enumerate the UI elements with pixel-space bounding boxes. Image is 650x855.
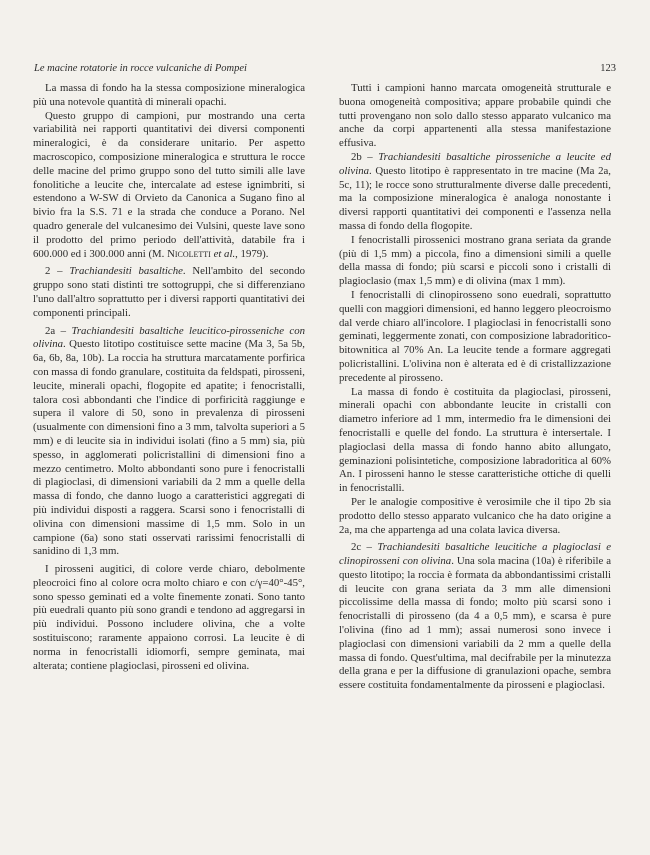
right-column (339, 82, 611, 693)
page-number: 123 (600, 63, 616, 74)
section-title: Trachiandesiti basaltiche pirosseniche a leucite ed olivina (339, 150, 611, 177)
paragraph: I fenocristalli di clinopirosseno sono euedrali, soprattutto quelli con maggiori dimensioni, ed hanno leggero pleocroismo dal verde chiaro all'incolore. I plagioclasi in fenocristalli sono geminati, leggermente zonati, con composizione labradoritico-bitownitica al 70% An. La leucite tende a formare aggregati policristallini. L'olivina non è alterata ed è di cristallizzazione precedente al pirosseno. (339, 288, 611, 384)
section-title: Trachiandesiti basaltiche leucitiche a plagioclasi e clinopirosseni con olivina (339, 541, 611, 568)
section-number: 2b – (351, 150, 379, 163)
section-number: 2c – (351, 541, 378, 554)
author-name: Nicoletti (167, 247, 211, 260)
left-column (33, 82, 305, 673)
section-title: Trachiandesiti basaltiche (69, 265, 183, 278)
paragraph-text: . Questo litotipo è rappresentato in tre macine (Ma 2a, 5c, 11); le rocce sono strutturalmente diverse dalle precedenti, ma la composizione mineralogica è analoga nonostante i diversi rapporti quantitativi dei componenti e l'assenza nella massa di fondo della flogopite. (339, 164, 611, 232)
page-header (34, 62, 616, 76)
paragraph: I pirosseni augitici, di colore verde chiaro, debolmente pleocroici fino al colore ocra molto chiaro e con c/γ=40°-45°, sono spesso geminati ed a volte finemente zonati. Sono tanto più euedrali quanto più sono grandi e tendono ad aggregarsi in più individui. Possono includere olivina, che a volte sostituiscono; raramente appaiono corrosi. La leucite è di norma in fenocristalli idiomorfi, sempre geminata, mai alterata; contiene plagioclasi, pirosseni ed olivina. (33, 563, 305, 672)
section-number: 2a – (45, 324, 72, 337)
paragraph (33, 110, 305, 262)
section-title: Trachiandesiti basaltiche leucitico-pirosseniche con olivina (33, 324, 305, 351)
citation-year: , 1979). (235, 247, 269, 260)
paragraph: La massa di fondo è costituita da plagioclasi, pirosseni, minerali opachi con abbondante leucite in cristalli con diametro inferiore ad 1 mm, intermedio fra le dimensioni dei fenocristalli e quelle del fondo. La struttura è intersertale. I plagioclasi della massa di fondo hanno abito allungato, geminazioni polisintetiche, composizione labradoritica al 60% An. I pirosseni hanno le stesse caratteristiche ottiche di quelli in fenocristalli. (339, 385, 611, 495)
paragraph-text: . Una sola macina (10a) è riferibile a questo litotipo; la roccia è formata da abbondantissimi cristalli di leucite con grana seriata da 3 mm alle dimensioni piccolissime della massa di fondo; molto più scarsi sono i fenocristalli di pirosseno (da 4 a 0,5 mm), e scarsa è pure l'olivina (fino ad 1 mm); assai numerosi sono invece i plagioclasi con dimensioni variabili da 2 mm a quelle della massa di fondo. Quest'ultima, mal decifrabile per la minutezza della grana e per la diffusione di granulazioni opache, sembra essere costituita fondamentalmente da pirosseni e plagioclasi. (339, 555, 612, 692)
paragraph (339, 541, 611, 693)
paragraph-text: . Questo litotipo costituisce sette macine (Ma 3, 5a 5b, 6a, 6b, 8a, 10b). La roccia ha struttura marcatamente porfirica con massa di fondo granulare, costituita da feldspati, pirosseni, leucite, minerali opachi, flogopite ed apatite; i fenocristalli, talora così abbondanti che l'indice di porfiricità raggiunge e supera il valore di 50, sono in prevalenza di pirosseni (usualmente con dimensioni fino a 3 mm, talvolta superiori a 5 mm) e di leucite sia in individui isolati (fino a 5 mm) sia, più spesso, in agglomerati policristallini di dimensioni fino a mezzo centimetro. Molto abbondanti sono pure i fenocristalli di plagioclasi, di dimensioni variabili da 2 mm a quelle della massa di fondo, che danno luogo a caratteristici aggregati di più individui disposti a raggera. Scarsi sono i fenocristalli di olivina con dimensioni massime di 1,5 mm. Solo in un campione (6a) sono stati osservati rarissimi fenocristalli di sanidino di 1,3 mm. (33, 338, 305, 558)
paragraph-text: Questo gruppo di campioni, pur mostrando una certa variabilità nei rapporti quantitativi dei diversi componenti mineralogici, è da considerare unitario. Per aspetto macroscopico, composizione mineralogica e struttura le rocce delle macine del primo gruppo sono del tutto simili alle lave fonolitiche a leucite che, intercalate ad estese ignimbriti, si estendono a W-SW di Orvieto da Canonica a Sugano fino al bivio fra la S.S. 71 e la strada che conduce a Porano. Nel quadro generale del vulcanesimo dei Vulsini, queste lave sono il prodotto del primo periodo dell'attività, databile fra i 600.000 ed i 300.000 anni (M. (33, 109, 305, 260)
paragraph: Per le analogie compositive è verosimile che il tipo 2b sia prodotto dello stesso apparato vulcanico che ha dato origine a 2a, ma che appartenga ad una colata lavica diversa. (339, 495, 611, 536)
et-al: et al. (213, 247, 236, 260)
paragraph: La massa di fondo ha la stessa composizione mineralogica più una notevole quantità di minerali opachi. (33, 82, 305, 108)
running-head: Le macine rotatorie in rocce vulcaniche di Pompei (34, 63, 247, 74)
section-number: 2 – (45, 265, 70, 278)
paragraph-text: . Nell'ambito del secondo gruppo sono stati distinti tre sottogruppi, che si differenziano l'uno dall'altro soprattutto per i diversi rapporti quantitativi dei componenti principali. (33, 265, 305, 319)
paragraph (33, 265, 305, 320)
paragraph: Tutti i campioni hanno marcata omogeneità strutturale e buona omogeneità compositiva; appare probabile quindi che tutti provengano non solo dallo stesso apparato vulcanico ma anche da corpi appartenenti alla stessa manifestazione effusiva. (339, 82, 611, 150)
paragraph (33, 325, 305, 560)
paragraph (339, 151, 611, 234)
paragraph: I fenocristalli pirossenici mostrano grana seriata da grande (più di 1,5 mm) a piccola, fino a dimensioni simili a quelle della massa di fondo; più scarsi e piccoli sono i cristalli di plagioclasio (max 1,5 mm) e di olivina (max 1 mm). (339, 233, 611, 288)
